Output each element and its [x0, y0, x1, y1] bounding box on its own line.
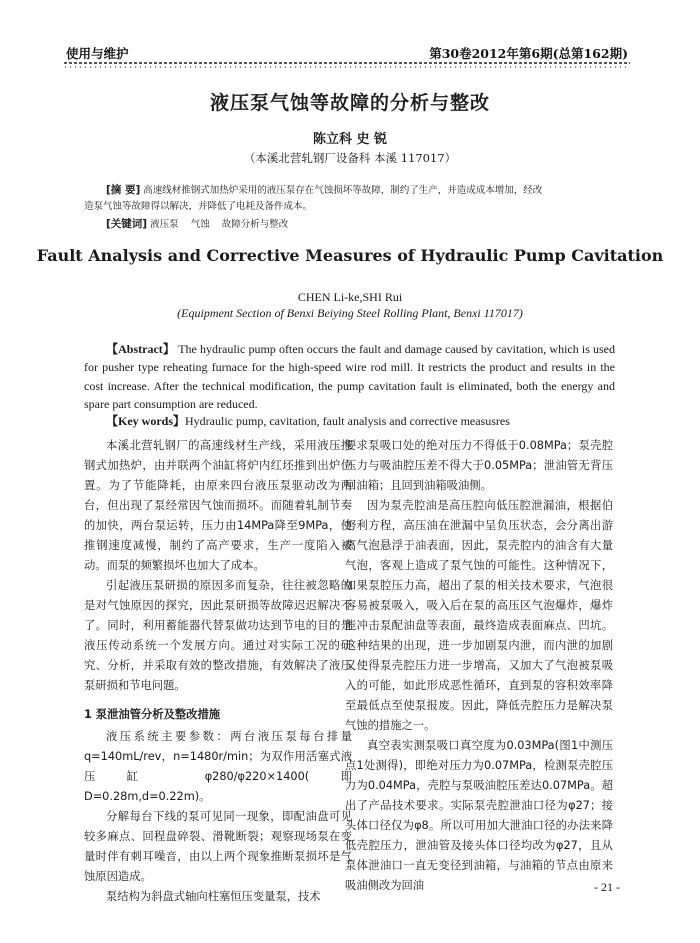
keyword: 气蚀 [190, 219, 210, 230]
chinese-authors: 陈立科 史 锐 [312, 132, 388, 147]
paragraph: 因为泵壳腔油是高压腔向低压腔泄漏油，根据伯努利方程，高压油在泄漏中呈负压状态，会分离出游离气泡悬浮于油表面，因此，泵壳腔内的油含有大量气泡，客观上造成了泵气蚀的可能性。这种情况下，如果泵腔压力高，超出了泵的相关技术要求，气泡很容易被泵吸入，吸入后在泵的高压区气泡爆炸，爆炸能冲击泵配油盘等表面，最终造成表面麻点、凹坑。这种结果的出现，进一步加剧泵内泄，而内泄的加剧又使得泵壳腔压力进一步增高，又加大了气泡被泵吸入的可能，如此形成恶性循环，直到泵的容积效率降至最低点至使泵报废。因此，降低壳腔压力是解决泵气蚀的措施之一。 [345, 499, 613, 732]
chinese-title: 液压泵气蚀等故障的分析与整改 [209, 92, 490, 114]
body-column-right [345, 436, 613, 896]
english-title: Fault Analysis and Corrective Measures of Hydraulic Pump Cavitation [36, 246, 664, 265]
chinese-keywords-label: [关键词] [106, 218, 148, 230]
paragraph: 引起液压泵研损的原因多而复杂，往往被忽略的是对气蚀原因的探究，因此泵研损等故障迟迟解决不了。同时，利用蓄能器代替泵做功达到节电的目的是液压传动系统一个发展方向。通过对实际工况的研究、分析，并采取有效的整改措施，有效解决了液压泵研损和节电问题。 [84, 579, 352, 692]
paragraph: 本溪北营轧钢厂的高速线材生产线，采用液压推钢式加热炉，由并联两个油缸将炉内红坯推到出炉位置。为了节能降耗，由原来四台液压泵驱动改为两台，但出现了泵经常因气蚀而损坏。而随着轧制节奏的加快，两台泵运转，压力由14MPa降至9MPa，使推钢速度减慢，制约了高产要求，生产一度陷入被动。而泵的频繁损坏也加大了成本。 [84, 439, 352, 572]
paragraph: 泵结构为斜盘式轴向柱塞恒压变量泵，技术 [106, 890, 321, 903]
paragraph: 分解每台下线的泵可见同一现象，即配油盘可见较多麻点、回程盘碎裂、滑靴断裂；观察现场泵在变量时伴有刺耳噪音，由以上两个现象推断泵损坏是气蚀原因造成。 [84, 810, 352, 883]
chinese-abstract-line1: 高速线材推钢式加热炉采用的液压泵存在气蚀损坏等故障，制约了生产，并造成成本增加，经改 [143, 185, 543, 196]
english-keywords-text: Hydraulic pump, cavitation, fault analysis and corrective measusres [185, 414, 510, 428]
chinese-abstract-label: [摘 要] [106, 184, 141, 196]
running-header [66, 44, 628, 60]
header-decorative-rule [64, 62, 630, 68]
paragraph: 真空表实测泵吸口真空度为0.03MPa(图1中测压点1处测得)，即绝对压力为0.07MPa，检测泵壳腔压力为0.04MPa，壳腔与泵吸油腔压差达0.07MPa。超出了产品技术要求。实际泵壳腔泄油口径为φ27；接头体口径仅为φ8。所以可用加大泄油口径的办法来降低壳腔压力，泄油管及接头体口径均改为φ27，且从泵体泄油口一直无变径到油箱，与油箱的节点由原来吸油侧改为回油 [345, 739, 613, 892]
chinese-abstract [84, 182, 596, 215]
chinese-affiliation: （本溪北营轧钢厂设备科 本溪 117017） [243, 151, 457, 165]
keyword: 液压泵 [150, 219, 179, 230]
english-abstract-label: 【Abstract】 [106, 342, 176, 356]
body-column-left [84, 436, 352, 907]
paragraph: 要求泵吸口处的绝对压力不得低于0.08MPa；泵壳腔压力与吸油腔压差不得大于0.05MPa；泄油管无背压回油箱；且回到油箱吸油侧。 [345, 439, 613, 492]
english-affiliation: (Equipment Section of Benxi Beiying Steel Rolling Plant, Benxi 117017) [177, 306, 523, 320]
section-heading: 1 泵泄油管分析及整改措施 [84, 708, 221, 721]
header-section-name: 使用与维护 [66, 46, 129, 61]
chinese-abstract-line2: 造泵气蚀等故障得以解决，并降低了电耗及备件成本。 [84, 201, 313, 212]
header-issue-info: 第30卷2012年第6期(总第162期) [429, 46, 628, 61]
chinese-keywords [106, 216, 297, 231]
english-keywords [106, 412, 510, 429]
page-number: - 21 - [594, 880, 620, 894]
english-abstract [84, 340, 615, 414]
english-authors: CHEN Li-ke,SHI Rui [297, 290, 403, 304]
paragraph: 液压系统主要参数：两台液压泵每台排量q=140mL/rev，n=1480r/min；为双作用活塞式液压缸 φ280/φ220×1400(即D=0.28m,d=0.22m)。 [84, 730, 352, 803]
english-keywords-label: 【Key words】 [106, 414, 185, 428]
keyword: 故障分析与整改 [221, 219, 289, 230]
english-abstract-text: The hydraulic pump often occurs the fault and damage caused by cavitation, which is used for pusher type reheating furnace for the high-speed wire rod mill. It restricts the product and results in the cost increase. After the technical modification, the pump cavitation fault is eliminated, both the energy and spare part consumption are reduced. [84, 342, 616, 412]
